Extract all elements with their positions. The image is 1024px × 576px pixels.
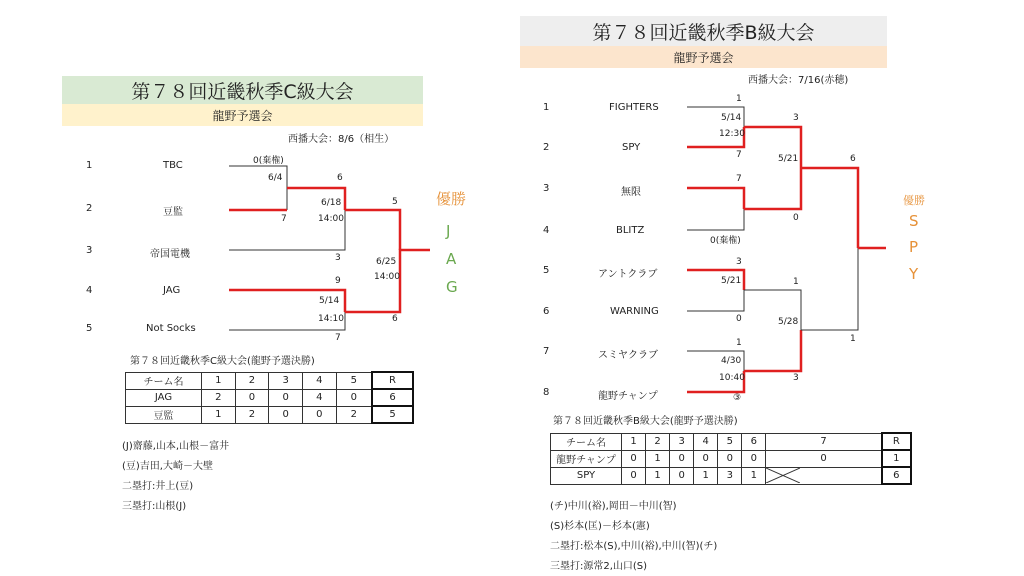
c-note: 三塁打:山根(J) — [122, 501, 187, 512]
b-td: 0 — [670, 467, 694, 484]
b-td: 龍野チャンプ — [551, 450, 622, 467]
c-score: 6 — [392, 314, 398, 324]
b-score: 1 — [793, 277, 799, 287]
b-td: 0 — [766, 450, 882, 467]
b-champion-letter: Y — [909, 265, 919, 283]
b-team: スミヤクラブ — [598, 350, 658, 361]
c-seed: 4 — [86, 285, 93, 296]
c-score-table — [125, 371, 414, 424]
c-td: 豆監 — [126, 406, 202, 423]
b-team: 無限 — [621, 187, 641, 198]
b-score: 3 — [736, 257, 742, 267]
c-champion-letter: A — [446, 250, 457, 268]
c-score: 6/4 — [268, 173, 283, 183]
b-td: 3 — [718, 467, 742, 484]
c-score: 14:10 — [318, 314, 344, 324]
b-line-blitz — [687, 209, 744, 230]
c-meta: 西播大会：8/6（相生） — [288, 134, 395, 145]
c-title: 第７８回近畿秋季C級大会 — [62, 76, 423, 104]
b-score: 5/28 — [778, 317, 799, 327]
b-seed: 3 — [543, 183, 550, 194]
b-score: 12:30 — [719, 129, 745, 139]
b-score: 0 — [793, 213, 799, 223]
b-td: 1 — [742, 467, 766, 484]
b-td-x — [766, 467, 882, 484]
b-seed: 5 — [543, 265, 550, 276]
b-team: FIGHTERS — [609, 102, 659, 113]
table-row — [126, 389, 414, 406]
c-td: 0 — [302, 406, 336, 423]
b-team: 龍野チャンプ — [598, 391, 658, 402]
c-th: 5 — [336, 372, 372, 389]
b-td: 0 — [742, 450, 766, 467]
c-th: 4 — [302, 372, 336, 389]
b-champion-letter: P — [909, 238, 919, 256]
c-champion-letter: G — [446, 278, 458, 296]
b-line-q2 — [744, 168, 801, 209]
c-th: R — [372, 372, 413, 389]
c-score: 6/18 — [321, 198, 342, 208]
c-td: 2 — [235, 406, 269, 423]
c-td: 0 — [235, 389, 269, 406]
b-score: 0 — [736, 314, 742, 324]
b-seed: 6 — [543, 306, 550, 317]
b-seed: 1 — [543, 102, 550, 113]
c-td: 1 — [202, 406, 236, 423]
c-td: 0 — [269, 406, 303, 423]
c-td: 2 — [202, 389, 236, 406]
b-th: チーム名 — [551, 433, 622, 450]
c-subtitle: 龍野予選会 — [62, 104, 423, 126]
c-seed: 1 — [86, 160, 93, 171]
b-team: SPY — [622, 142, 641, 153]
b-td: 0 — [694, 450, 718, 467]
b-line-mugen — [687, 188, 744, 209]
b-final-title: 第７８回近畿秋季B級大会(龍野予選決勝) — [553, 416, 738, 427]
b-seed: 4 — [543, 225, 550, 236]
b-team: アントクラブ — [598, 269, 658, 280]
b-th: 4 — [694, 433, 718, 450]
b-seed: 2 — [543, 142, 550, 153]
b-score: 1 — [736, 338, 742, 348]
c-team: Not Socks — [146, 323, 196, 334]
b-line-s2 — [801, 248, 858, 330]
c-seed: 5 — [86, 323, 93, 334]
c-td: 0 — [269, 389, 303, 406]
b-score: 3 — [793, 113, 799, 123]
c-seed: 3 — [86, 245, 93, 256]
b-td: 1 — [694, 467, 718, 484]
b-score: 10:40 — [719, 373, 745, 383]
c-note: (豆)吉田,大崎－大壁 — [122, 461, 213, 472]
c-score: 6/25 — [376, 257, 397, 267]
b-th: 1 — [622, 433, 646, 450]
c-td: JAG — [126, 389, 202, 406]
b-seed: 7 — [543, 346, 550, 357]
table-row — [551, 450, 912, 467]
b-score: 5/21 — [721, 276, 742, 286]
c-final-title: 第７８回近畿秋季C級大会(龍野予選決勝) — [130, 356, 315, 367]
b-score: 6 — [850, 154, 856, 164]
c-champion-letter: J — [446, 222, 451, 240]
b-th: R — [882, 433, 911, 450]
c-td: 4 — [302, 389, 336, 406]
b-td: 0 — [718, 450, 742, 467]
c-td: 5 — [372, 406, 413, 423]
c-note: 二塁打:井上(豆) — [122, 481, 194, 492]
b-td: 0 — [622, 467, 646, 484]
b-champion-label: 優勝 — [903, 194, 925, 207]
b-td: SPY — [551, 467, 622, 484]
c-td: 6 — [372, 389, 413, 406]
b-team: WARNING — [610, 306, 659, 317]
b-th: 5 — [718, 433, 742, 450]
b-champion-letter: S — [909, 212, 919, 230]
c-th: 2 — [235, 372, 269, 389]
table-row — [551, 433, 912, 450]
b-score: 4/30 — [721, 356, 742, 366]
b-score: ③ — [733, 393, 742, 403]
cross-mark-icon — [766, 468, 800, 483]
c-line-final — [400, 250, 430, 285]
b-line-s1 — [801, 168, 858, 248]
b-team: BLITZ — [616, 225, 645, 236]
c-champion-label: 優勝 — [436, 190, 467, 208]
table-row — [126, 372, 414, 389]
b-th: 6 — [742, 433, 766, 450]
b-td: 1 — [882, 450, 911, 467]
b-note: 三塁打:源常2,山口(S) — [550, 561, 648, 572]
c-th: 3 — [269, 372, 303, 389]
table-row — [551, 467, 912, 484]
b-score: 5/14 — [721, 113, 742, 123]
c-team: 豆監 — [163, 207, 183, 218]
b-subtitle: 龍野予選会 — [520, 46, 887, 68]
b-score: 1 — [736, 94, 742, 104]
c-score: 14:00 — [374, 272, 400, 282]
c-team: JAG — [163, 285, 181, 296]
b-td: 0 — [622, 450, 646, 467]
c-score: 14:00 — [318, 214, 344, 224]
c-score: 6 — [337, 173, 343, 183]
b-meta: 西播大会：7/16(赤穂) — [748, 75, 849, 86]
b-score: 0(棄権) — [710, 236, 741, 246]
b-th: 2 — [646, 433, 670, 450]
b-score: 7 — [736, 174, 742, 184]
b-note: 二塁打:松本(S),中川(裕),中川(智)(チ) — [550, 541, 718, 552]
b-td: 1 — [646, 467, 670, 484]
b-note: (S)杉本(匡)－杉本(憲) — [550, 521, 650, 532]
b-score: 3 — [793, 373, 799, 383]
c-note: (J)齋藤,山本,山根－富井 — [122, 441, 230, 452]
c-th: 1 — [202, 372, 236, 389]
c-score: 7 — [281, 214, 287, 224]
b-note: (チ)中川(裕),岡田－中川(智) — [550, 501, 677, 512]
c-line-final-seg — [345, 285, 400, 312]
c-score: 7 — [335, 333, 341, 343]
b-th: 7 — [766, 433, 882, 450]
c-td: 2 — [336, 406, 372, 423]
b-score: 7 — [736, 150, 742, 160]
c-score: 3 — [335, 253, 341, 263]
b-td: 6 — [882, 467, 911, 484]
c-score: 5 — [392, 197, 398, 207]
c-th: チーム名 — [126, 372, 202, 389]
b-th: 3 — [670, 433, 694, 450]
b-td: 0 — [670, 450, 694, 467]
c-seed: 2 — [86, 203, 93, 214]
b-seed: 8 — [543, 387, 550, 398]
b-score: 5/21 — [778, 154, 799, 164]
c-score: 0(棄権) — [253, 156, 284, 166]
b-line-q4 — [744, 330, 801, 371]
c-team: 帝国電機 — [150, 249, 190, 260]
c-team: TBC — [163, 160, 183, 171]
b-line-warning — [687, 290, 744, 311]
c-line-r2 — [345, 210, 400, 250]
table-row — [126, 406, 414, 423]
c-score: 9 — [335, 276, 341, 286]
c-score: 5/14 — [319, 296, 340, 306]
b-score: 1 — [850, 334, 856, 344]
b-score-table — [550, 432, 912, 485]
b-td: 1 — [646, 450, 670, 467]
c-td: 0 — [336, 389, 372, 406]
b-title: 第７８回近畿秋季B級大会 — [520, 16, 887, 46]
